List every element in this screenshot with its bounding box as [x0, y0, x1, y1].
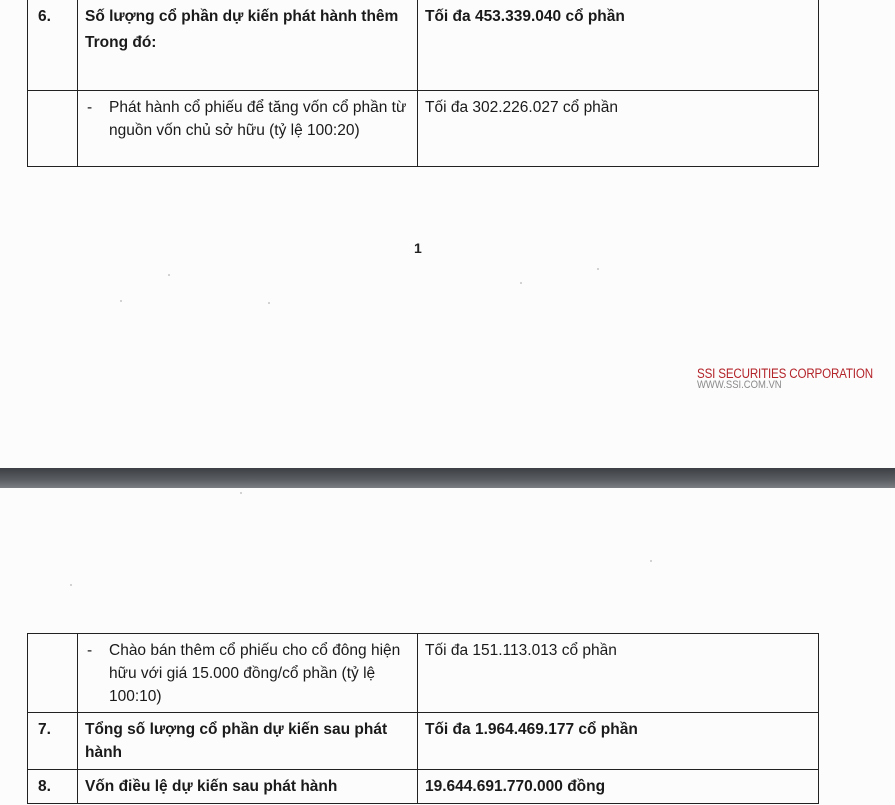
page-number: 1 [414, 240, 422, 256]
row-label-cell [78, 91, 418, 167]
table-row [28, 91, 819, 167]
scan-speck [268, 302, 270, 304]
row-label: Vốn điều lệ dự kiến sau phát hành [78, 770, 418, 804]
scan-speck [70, 584, 72, 586]
company-website: WWW.SSI.COM.VN [697, 379, 782, 391]
table-row [28, 634, 819, 713]
row-sublabel: Trong đó: [85, 34, 157, 51]
row-label: Tổng số lượng cổ phần dự kiến sau phát hành [78, 713, 418, 770]
scan-speck [168, 274, 170, 276]
share-issuance-table-bottom [27, 633, 819, 804]
row-label-cell [78, 0, 418, 91]
row-label: Số lượng cổ phần dự kiến phát hành thêm [85, 8, 399, 25]
row-label-cell [78, 634, 418, 713]
document-page-2 [0, 488, 895, 805]
row-value: 19.644.691.770.000 đồng [418, 770, 819, 804]
scan-speck [650, 560, 652, 562]
scan-speck [120, 300, 122, 302]
ssi-footer [697, 366, 895, 391]
row-number-empty [28, 634, 78, 713]
row-value: Tối đa 302.226.027 cổ phần [418, 91, 819, 167]
row-label: Phát hành cổ phiếu để tăng vốn cổ phần từ nguồn vốn chủ sở hữu (tỷ lệ 100:20) [109, 99, 407, 139]
row-number-empty [28, 91, 78, 167]
list-dash: - [87, 642, 93, 659]
row-value: Tối đa 453.339.040 cổ phần [418, 0, 819, 91]
row-value: Tối đa 151.113.013 cổ phần [418, 634, 819, 713]
table-row [28, 770, 819, 804]
list-dash: - [87, 99, 93, 116]
share-issuance-table-top [27, 0, 819, 167]
company-name: SSI SECURITIES CORPORATION [697, 366, 873, 381]
table-row [28, 713, 819, 770]
scan-speck [240, 492, 242, 494]
scan-speck [597, 268, 599, 270]
row-label: Chào bán thêm cổ phiếu cho cổ đông hiện hữu với giá 15.000 đồng/cổ phần (tỷ lệ 100:10) [109, 642, 401, 705]
table-row [28, 0, 819, 91]
scan-speck [520, 282, 522, 284]
row-number: 6. [28, 0, 78, 91]
page-separator [0, 468, 895, 488]
row-number: 8. [28, 770, 78, 804]
row-value: Tối đa 1.964.469.177 cổ phần [418, 713, 819, 770]
row-number: 7. [28, 713, 78, 770]
